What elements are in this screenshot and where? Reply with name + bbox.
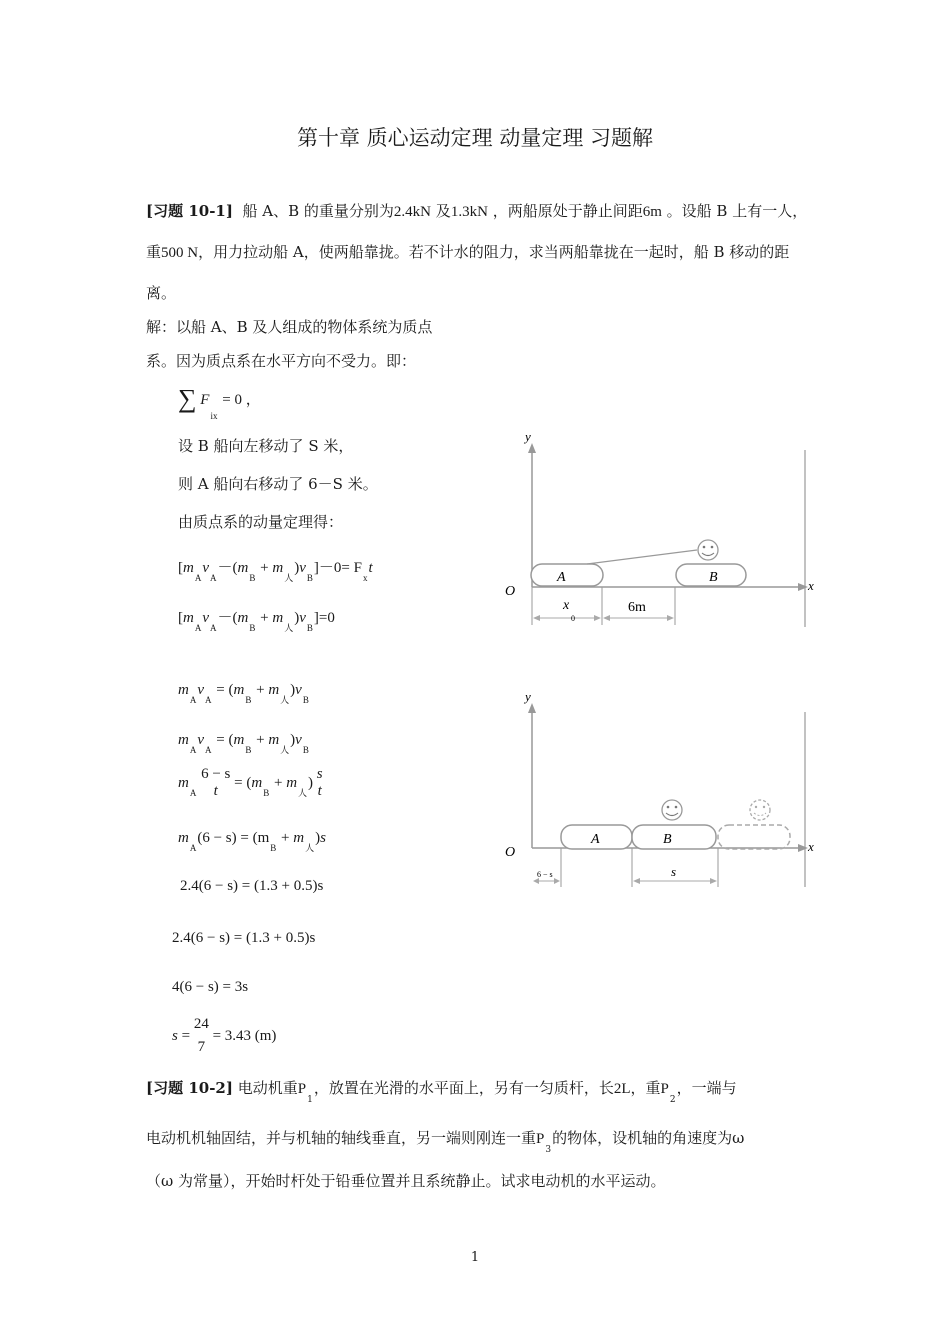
fraction-left xyxy=(201,766,230,800)
subscript: B xyxy=(302,745,309,755)
weight-b: 1.3kN xyxy=(450,204,488,220)
momentum-equation-1: $[m_Av_A-(m_B + m_人)v_B]-0= F_xt$ xyxy=(178,560,373,583)
step-2: 则 A 船向右移动了 6－S 米。 xyxy=(178,475,378,493)
solution-line-1: 解：以船 A、B 及人组成的物体系统为质点 xyxy=(146,318,433,336)
subscript: A xyxy=(194,573,202,583)
equation-tail: ]=0 xyxy=(313,610,335,626)
x0-label: x xyxy=(563,598,570,613)
y-axis-arrow-icon xyxy=(528,443,536,453)
problem-text: 及 xyxy=(435,202,451,220)
arrow-icon xyxy=(710,878,717,884)
problem-text: ，一端与 xyxy=(676,1079,737,1097)
arrow-icon xyxy=(594,615,601,621)
subscript: A xyxy=(189,745,197,755)
initial-distance: 6m xyxy=(642,204,662,220)
problem-text: 电动机机轴固结，并与机轴的轴线垂直，另一端则刚连一重 xyxy=(146,1129,537,1147)
subscript: A xyxy=(205,745,212,755)
result-value: = 3.43 (m) xyxy=(212,1027,277,1044)
rope xyxy=(587,550,697,564)
origin-label: O xyxy=(505,584,516,599)
subscript: 人 xyxy=(284,573,294,583)
gap-label: 6m xyxy=(628,600,646,615)
subscript: 人 xyxy=(280,695,290,705)
problem-text: 的物体，设机轴的角速度为ω xyxy=(552,1129,745,1147)
sigma-symbol: ∑ xyxy=(178,384,197,413)
momentum-equation-4: $m_Av_A = (m_B + m_人)v_B$ xyxy=(178,732,309,755)
equation-tail: ]－0= F xyxy=(313,560,362,576)
problem-text: 。设船 B 上有一人，重 xyxy=(146,202,808,261)
problem-text: 船 A、B 的重量分别为 xyxy=(242,202,394,220)
sum-equation: ∑ $F_{ix} = 0$ ， xyxy=(178,384,261,421)
subscript: B xyxy=(302,695,309,705)
subscript: 人 xyxy=(305,843,315,853)
step-1: 设 B 船向左移动了 S 米， xyxy=(178,437,354,455)
y-axis-label: y xyxy=(525,429,531,444)
subscript: B xyxy=(306,623,313,633)
person-smiley-icon xyxy=(698,540,718,560)
rod-length: 2L xyxy=(613,1081,631,1097)
subscript: x xyxy=(362,573,368,583)
subscript: B xyxy=(245,695,252,705)
subscript: A xyxy=(205,695,212,705)
step-3: 由质点系的动量定理得： xyxy=(178,513,344,531)
subscript: A xyxy=(194,623,202,633)
subscript: B xyxy=(270,843,277,853)
y-axis-label: y xyxy=(525,689,531,704)
final-result: s = 24 7 = 3.43 (m) xyxy=(172,1016,277,1055)
sum-equals: = 0 ， xyxy=(222,392,261,408)
x-axis-label: x xyxy=(808,839,814,854)
problem-text: ，用力拉动船 A，使两船靠拢。若不计水的阻力，求当两船靠拢在一起时，船 B 移动的距离。 xyxy=(146,243,790,302)
numeric-equation-3: 4(6 − s) = 3s xyxy=(172,979,249,995)
p2-symbol: P xyxy=(660,1081,669,1097)
problem-10-2-label: [习题 10-2] xyxy=(146,1079,233,1097)
y-axis-arrow-icon xyxy=(528,703,536,713)
result-fraction xyxy=(194,1016,209,1056)
solution-line-2: 系。因为质点系在水平方向不受力。即： xyxy=(146,352,417,370)
subscript: B xyxy=(245,745,252,755)
problem-10-2-line-2 xyxy=(146,1127,745,1155)
x-axis-arrow-icon xyxy=(798,583,808,591)
page-number: 1 xyxy=(470,1250,480,1265)
subscript: 人 xyxy=(284,623,294,633)
boat-a-label: A xyxy=(591,832,600,847)
weight-a: 2.4kN xyxy=(393,204,432,220)
subscript: B xyxy=(263,787,270,798)
subscript: B xyxy=(249,623,256,633)
momentum-equation-6: $m_A(6 - s) = (m_B + m_人)s$ xyxy=(178,830,326,853)
fraction-denominator: 7 xyxy=(197,1039,206,1055)
fraction-denominator: t xyxy=(213,783,218,799)
subscript: 1 xyxy=(307,1095,313,1105)
time-symbol: t xyxy=(368,560,373,576)
momentum-equation-3: $m_Av_A = (m_B + m_人)v_B$ xyxy=(178,682,309,705)
numeric-equation-1: 2.4(6 − s) = (1.3 + 0.5)s xyxy=(180,878,324,894)
fraction-numerator: s xyxy=(316,766,323,782)
fraction-numerator: 24 xyxy=(193,1016,209,1032)
p3-symbol: P xyxy=(536,1131,545,1147)
numeric-equation-2: 2.4(6 − s) = (1.3 + 0.5)s xyxy=(172,930,316,946)
subscript: 人 xyxy=(298,787,308,798)
momentum-equation-5: $m_A$ 6 − s t = $(m_B + m_人)$ s t xyxy=(178,766,323,799)
boat-a xyxy=(531,564,603,586)
momentum-equation-2: $[m_Av_A-(m_B + m_人)v_B]=0$ xyxy=(178,610,335,633)
fraction-numerator: 6 − s xyxy=(201,766,231,782)
subscript: 3 xyxy=(545,1145,552,1155)
problem-10-1-label: [习题 10-1] xyxy=(146,202,233,220)
subscript: A xyxy=(210,623,217,633)
subscript: A xyxy=(189,787,197,798)
problem-text: ，放置在光滑的水平面上，另有一匀质杆，长 xyxy=(313,1079,614,1097)
subscript: 人 xyxy=(280,745,290,755)
boat-b-label: B xyxy=(663,832,672,847)
subscript: B xyxy=(306,573,313,583)
p1-symbol: P xyxy=(297,1081,307,1097)
person-original-position-icon xyxy=(750,800,770,820)
problem-text: ，两船原处于静止间距 xyxy=(492,202,643,220)
arrow-icon xyxy=(667,615,674,621)
boat-b-label: B xyxy=(709,570,718,585)
boat-a-label: A xyxy=(557,570,566,585)
subscript: A xyxy=(189,843,197,853)
subscript: B xyxy=(249,573,256,583)
x0-subscript: 0 xyxy=(571,614,575,623)
x-axis-label: x xyxy=(808,578,814,593)
figure-2-final-position xyxy=(495,685,825,890)
person-smiley-icon xyxy=(662,800,682,820)
subscript: ix xyxy=(210,411,218,421)
arrow-icon xyxy=(554,878,560,884)
subscript: 2 xyxy=(669,1095,676,1105)
figure-1-initial-position xyxy=(495,425,825,630)
subscript: A xyxy=(210,573,217,583)
left-gap-label: 6 − s xyxy=(537,870,553,879)
person-weight: 500 N xyxy=(161,245,199,261)
boat-b xyxy=(632,825,716,849)
arrow-icon xyxy=(603,615,610,621)
problem-10-2-line-3: （ω 为常量），开始时杆处于铅垂位置并且系统静止。试求电动机的水平运动。 xyxy=(146,1172,666,1190)
problem-text: ，重 xyxy=(630,1079,661,1097)
fraction-denominator: t xyxy=(317,783,322,799)
equation-body: (6 − s) = (m xyxy=(197,830,270,846)
boat-b-original-position xyxy=(718,825,790,849)
s-label: s xyxy=(671,864,677,879)
fraction-right xyxy=(317,766,323,800)
arrow-icon xyxy=(633,878,640,884)
problem-10-2-line-1 xyxy=(146,1077,737,1105)
page-title: 第十章 质心运动定理 动量定理 习题解 xyxy=(296,126,654,150)
problem-text: 电动机重 xyxy=(237,1079,298,1097)
origin-label: O xyxy=(505,845,516,860)
subscript: A xyxy=(189,695,197,705)
arrow-icon xyxy=(533,615,540,621)
problem-10-1-statement xyxy=(146,191,811,313)
x-axis-arrow-icon xyxy=(798,844,808,852)
